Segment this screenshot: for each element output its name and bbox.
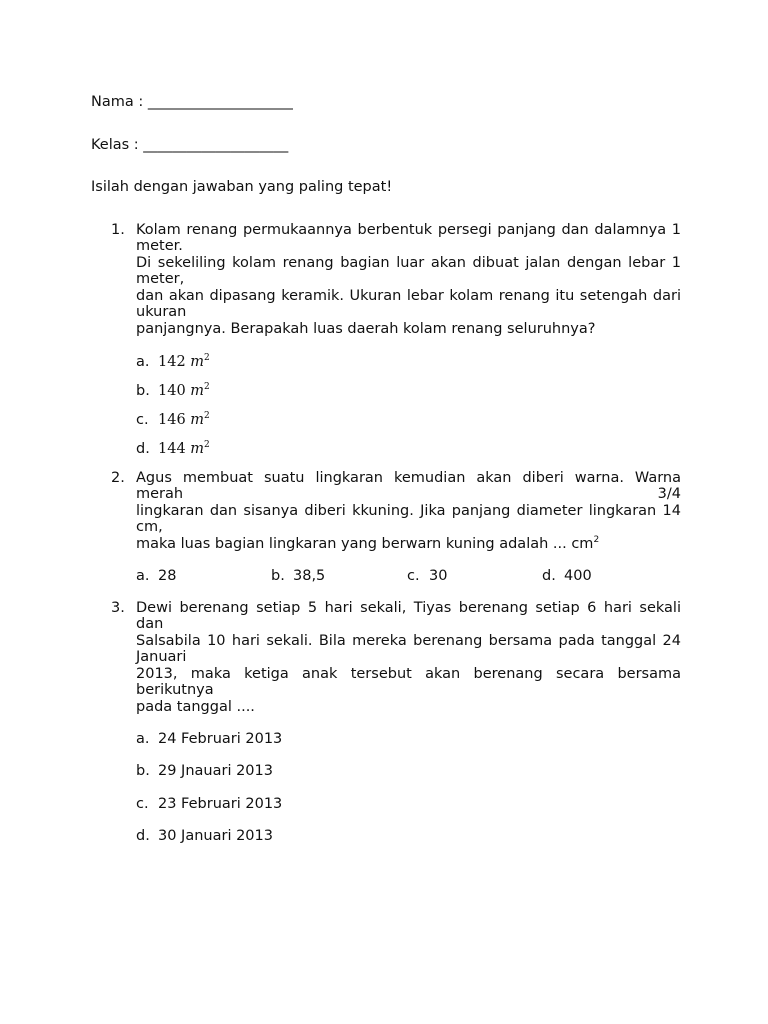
question-number: 2. (111, 470, 125, 486)
option-unit: m (190, 354, 205, 370)
option-text: 23 Februari 2013 (158, 796, 283, 812)
option-letter: b. (136, 763, 150, 779)
question-text-line: pada tanggal .... (136, 699, 255, 715)
option-letter: d. (136, 441, 150, 457)
class-label: Kelas : (91, 137, 139, 153)
option-letter: a. (136, 568, 150, 584)
option-text: 30 Januari 2013 (158, 828, 273, 844)
question-text-line: 2013, maka ketiga anak tersebut akan berenang secara bersama berikutnya (136, 666, 681, 698)
option-d (542, 568, 592, 584)
question-text-line: Di sekeliling kolam renang bagian luar akan dibuat jalan dengan lebar 1 meter, (136, 255, 681, 287)
option-text: 24 Februari 2013 (158, 731, 283, 747)
name-label: Nama : (91, 94, 144, 110)
option-letter: a. (136, 354, 150, 370)
option-letter: b. (136, 383, 150, 399)
option-text: 30 (429, 568, 448, 584)
option-unit: m (190, 412, 205, 428)
option-b (136, 763, 273, 779)
option-value: 142 (158, 354, 186, 370)
option-text: 38,5 (293, 568, 326, 584)
option-text: 29 Jnauari 2013 (158, 763, 273, 779)
option-c (136, 412, 210, 428)
option-a (136, 354, 210, 370)
instruction-text: Isilah dengan jawaban yang paling tepat! (91, 179, 393, 195)
option-value: 140 (158, 383, 186, 399)
option-letter: d. (136, 828, 150, 844)
option-text: 400 (564, 568, 592, 584)
option-letter: c. (136, 412, 149, 428)
option-exponent: 2 (204, 382, 210, 392)
name-field (91, 94, 293, 110)
option-unit: m (190, 441, 205, 457)
question-text-line: Kolam renang permukaannya berbentuk persegi panjang dan dalamnya 1 meter. (136, 222, 681, 254)
option-exponent: 2 (204, 440, 210, 450)
option-value: 146 (158, 412, 186, 428)
option-unit: m (190, 383, 205, 399)
question-number: 1. (111, 222, 125, 238)
option-c (136, 796, 282, 812)
question-text-line: maka luas bagian lingkaran yang berwarn kuning adalah ... $cm^2$ (136, 535, 600, 552)
option-exponent: 2 (204, 411, 210, 421)
option-value: 144 (158, 441, 186, 457)
question-text-line: panjangnya. Berapakah luas daerah kolam renang seluruhnya? (136, 321, 596, 337)
question-text-line: dan akan dipasang keramik. Ukuran lebar kolam renang itu setengah dari ukuran (136, 288, 681, 320)
unit-exponent: 2 (593, 535, 600, 545)
option-exponent: 2 (204, 353, 210, 363)
question-text-line: Agus membuat suatu lingkaran kemudian akan diberi warna. Warna merah 3/4 (136, 470, 681, 502)
question-number: 3. (111, 600, 125, 616)
option-letter: c. (407, 568, 420, 584)
option-letter: a. (136, 731, 150, 747)
option-b (271, 568, 325, 584)
option-d (136, 828, 273, 844)
option-letter: d. (542, 568, 556, 584)
name-blank-line: ____________________ (147, 94, 293, 110)
question-text-line: Dewi berenang setiap 5 hari sekali, Tiyas berenang setiap 6 hari sekali dan (136, 600, 681, 632)
option-a (136, 568, 176, 584)
class-field (91, 137, 288, 153)
class-blank-line: ____________________ (143, 137, 289, 153)
option-a (136, 731, 282, 747)
option-d (136, 441, 210, 457)
option-letter: b. (271, 568, 285, 584)
option-b (136, 383, 210, 399)
question-text-line: Salsabila 10 hari sekali. Bila mereka berenang bersama pada tanggal 24 Januari (136, 633, 681, 665)
option-text: 28 (158, 568, 177, 584)
option-c (407, 568, 447, 584)
question-text-line: lingkaran dan sisanya diberi kkuning. Jika panjang diameter lingkaran 14 cm, (136, 503, 681, 535)
option-letter: c. (136, 796, 149, 812)
